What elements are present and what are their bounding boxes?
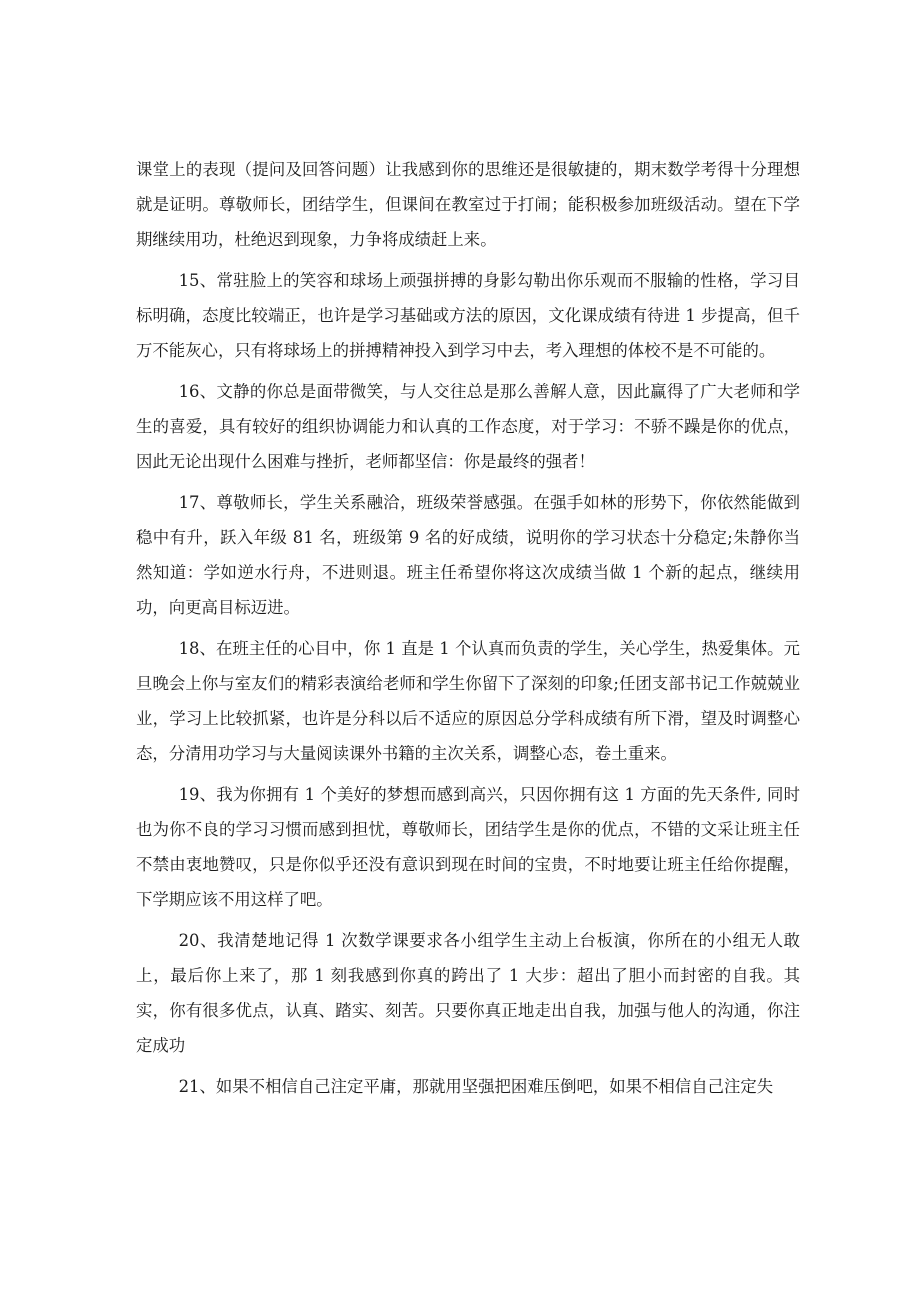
document-body (136, 152, 800, 1110)
paragraph-20: 20、我清楚地记得 1 次数学课要求各小组学生主动上台板演，你所在的小组无人敢上，最后你上来了，那 1 刻我感到你真的跨出了 1 大步：超出了胆小而封密的自我。其实，你有很多优点，认真、踏实、刻苦。只要你真正地走出自我，加强与他人的沟通，你注定成功 (136, 931, 800, 1055)
paragraph-15: 15、常驻脸上的笑容和球场上顽强拼搏的身影勾勒出你乐观而不服输的性格，学习目标明确，态度比较端正，也许是学习基础或方法的原因，文化课成绩有待进 1 步提高，但千万不能灰心，只有将球场上的拼搏精神投入到学习中去，考入理想的体校不是不可能的。 (136, 271, 800, 360)
paragraph-16: 16、文静的你总是面带微笑，与人交往总是那么善解人意，因此赢得了广大老师和学生的喜爱，具有较好的组织协调能力和认真的工作态度，对于学习：不骄不躁是你的优点，因此无论出现什么困难与挫折，老师都坚信：你是最终的强者！ (136, 382, 800, 471)
paragraph-continuation: 课堂上的表现（提问及回答问题）让我感到你的思维还是很敏捷的，期末数学考得十分理想就是证明。尊敬师长，团结学生，但课间在教室过于打闹；能积极参加班级活动。望在下学期继续用功，杜绝迟到现象，力争将成绩赶上来。 (136, 160, 800, 249)
paragraph-21: 21、如果不相信自己注定平庸，那就用坚强把困难压倒吧，如果不相信自己注定失 (178, 1077, 774, 1096)
paragraph-17: 17、尊敬师长，学生关系融洽，班级荣誉感强。在强手如林的形势下，你依然能做到稳中有升，跃入年级 81 名，班级第 9 名的好成绩，说明你的学习状态十分稳定;朱静你当然知道：学如逆水行舟，不进则退。班主任希望你将这次成绩当做 1 个新的起点，继续用功，向更高目标迈进。 (136, 493, 800, 617)
paragraph-19: 19、我为你拥有 1 个美好的梦想而感到高兴，只因你拥有这 1 方面的先天条件, 同时也为你不良的学习习惯而感到担忧，尊敬师长，团结学生是你的优点，不错的文采让班主任不禁由衷地赞叹，只是你似乎还没有意识到现在时间的宝贵，不时地要让班主任给你提醒，下学期应该不用这样了吧。 (136, 785, 800, 909)
paragraph-18: 18、在班主任的心目中，你 1 直是 1 个认真而负责的学生，关心学生，热爱集体。元旦晚会上你与室友们的精彩表演给老师和学生你留下了深刻的印象;任团支部书记工作兢兢业业，学习上比较抓紧，也许是分科以后不适应的原因总分学科成绩有所下滑，望及时调整心态，分清用功学习与大量阅读课外书籍的主次关系，调整心态，卷土重来。 (136, 639, 800, 763)
